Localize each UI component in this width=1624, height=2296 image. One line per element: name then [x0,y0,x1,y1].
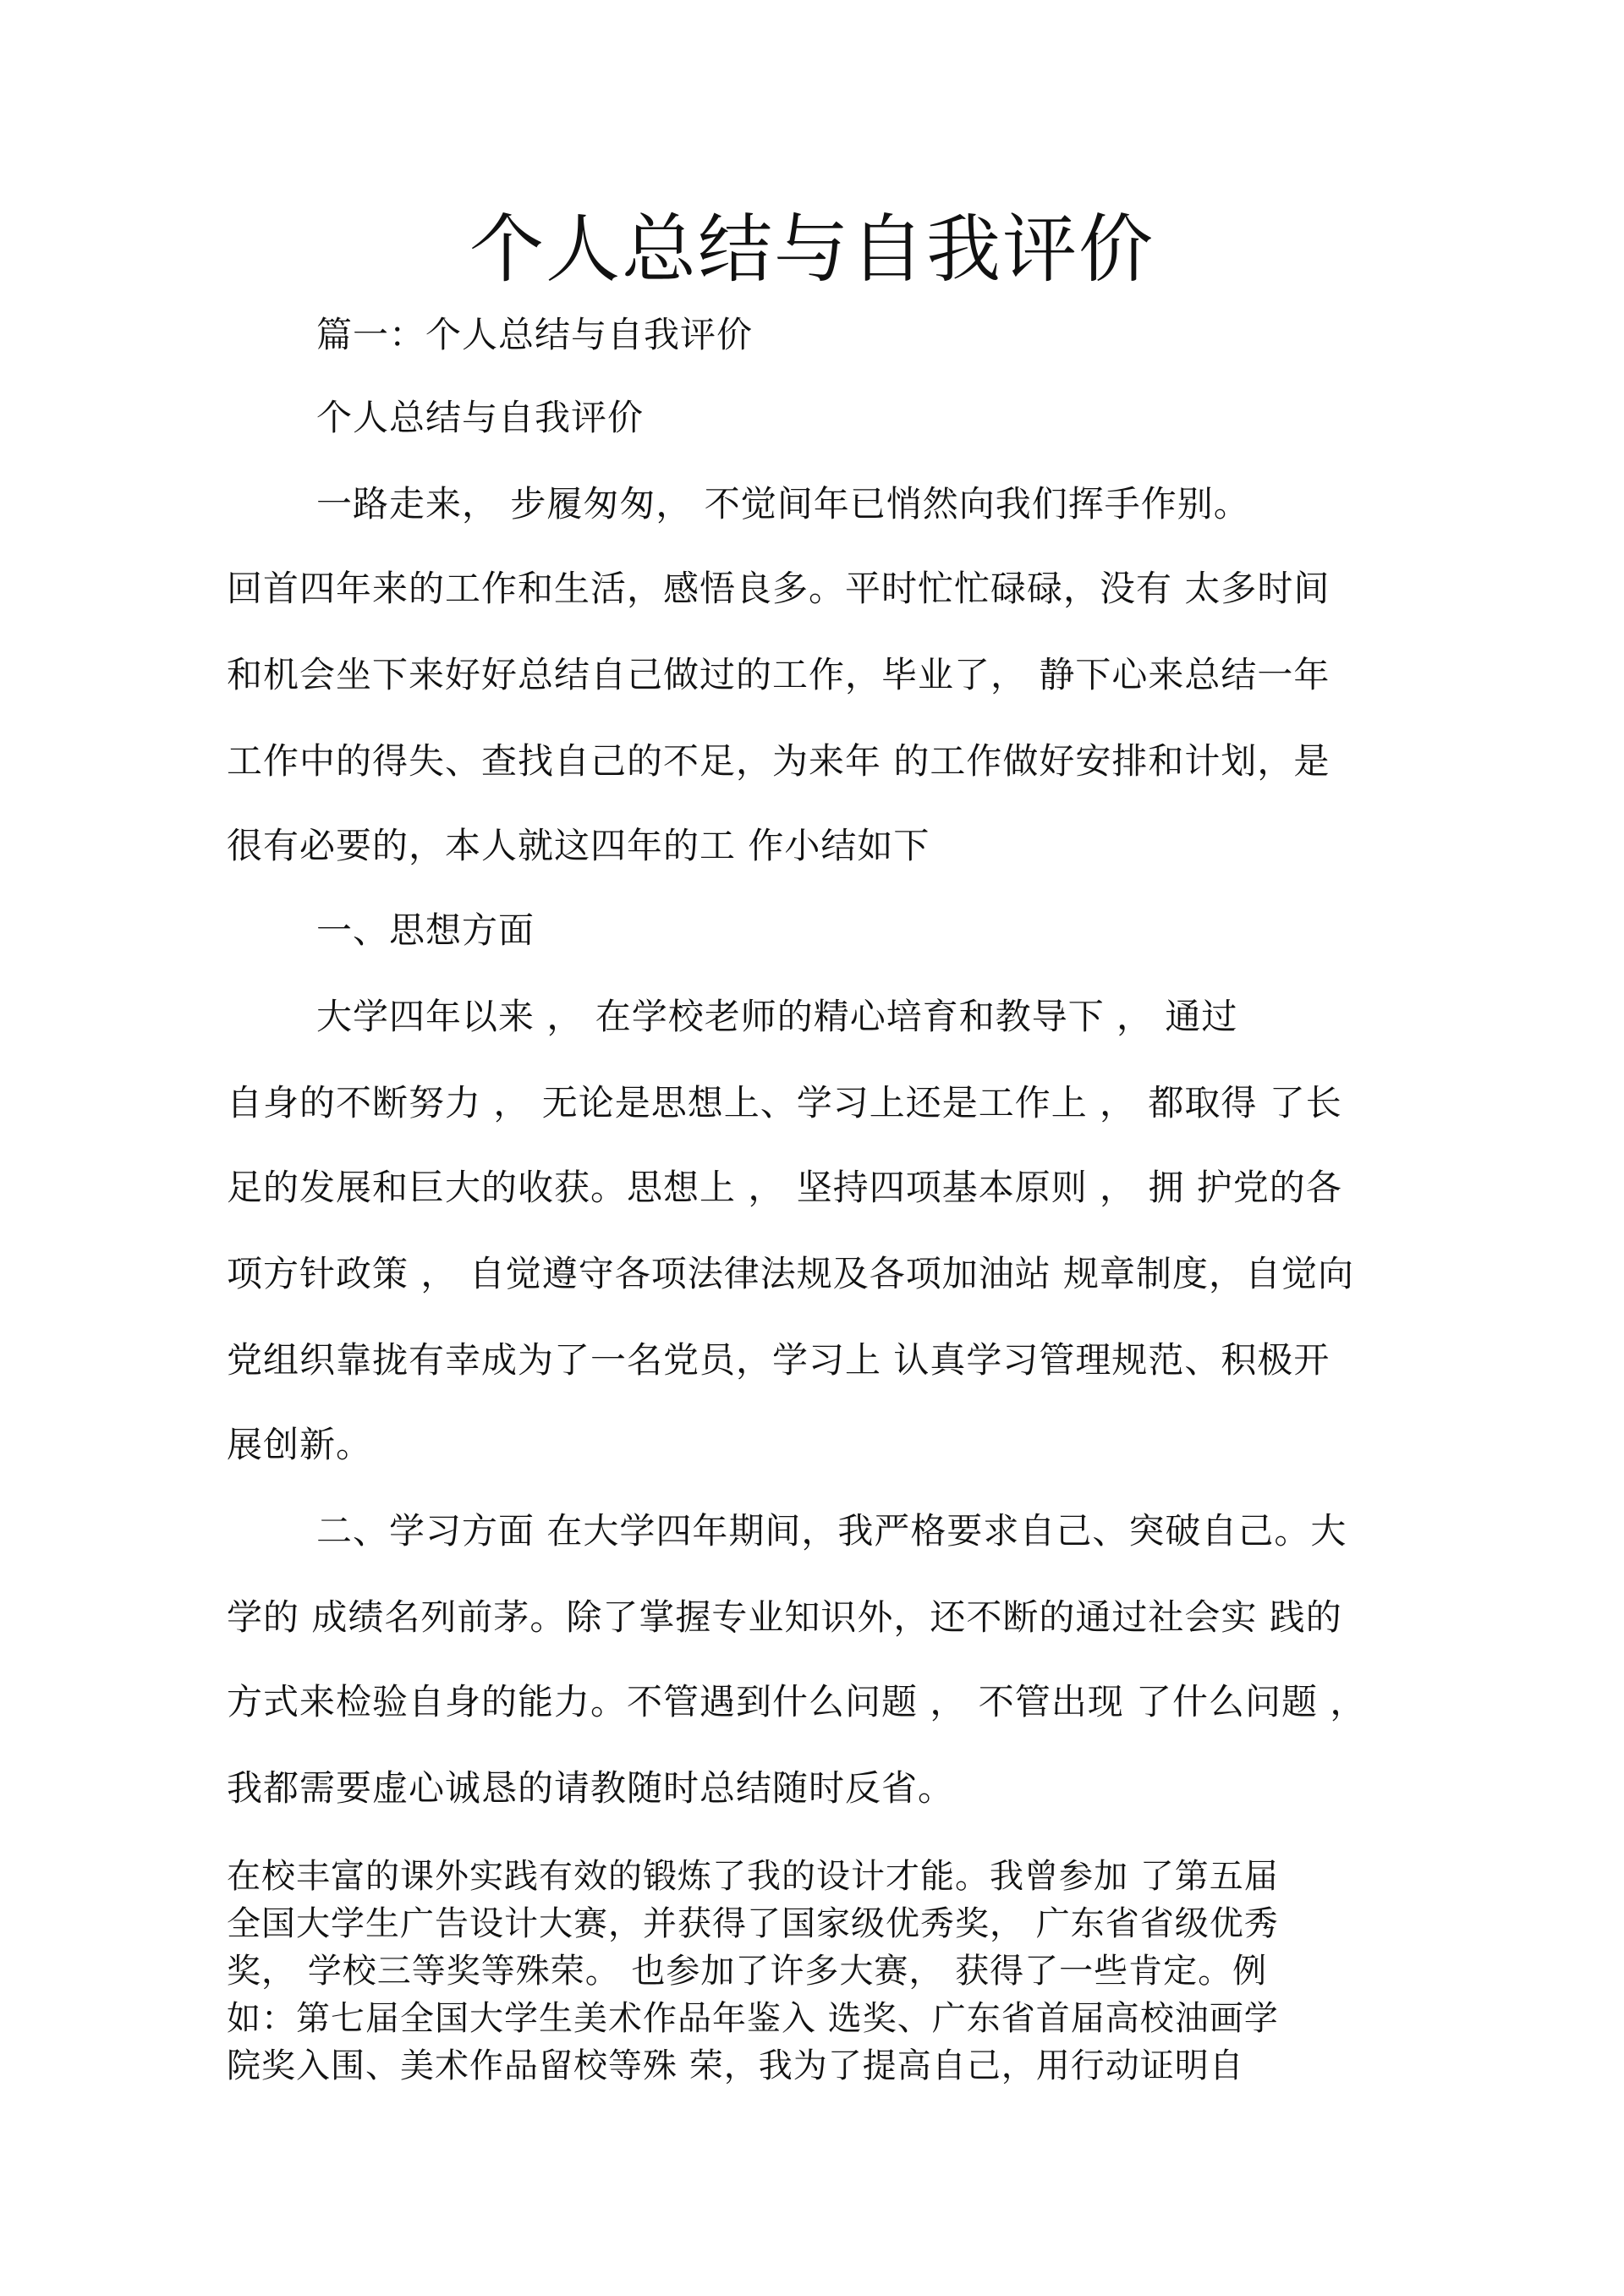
paragraph-line: 如：第七届全国大学生美术作品年鉴入 选奖、广东省首届高校油画学 [227,1999,1279,2038]
paragraph-line: 一路走来， 步履匆匆， 不觉间年已悄然向我们挥手作别。 [316,483,1250,525]
paragraph-line: 回首四年来的工作和生活，感悟良多。平时忙忙碌碌，没有 太多时间 [227,568,1330,609]
paragraph-line: 院奖入围、美术作品留校等殊 荣，我为了提高自己，用行动证明自 [227,2046,1244,2085]
paragraph-line: 项方针政策 ， 自觉遵守各项法律法规及各项加油站 规章制度，自觉向 [227,1253,1355,1294]
paragraph-line: 学的 成绩名列前茅。除了掌握专业知识外，还不断的通过社会实 践的 [227,1596,1342,1638]
paragraph-line: 在校丰富的课外实践有效的锻炼了我的设计才能。我曾参加 了第五届 [227,1857,1279,1896]
paragraph-line: 工作中的得失、查找自己的不足，为来年 的工作做好安排和计划，是 [227,740,1330,782]
heading-line: 个人总结与自我评价 [316,397,645,438]
paragraph-line: 全国大学生广告设计大赛，并获得了国家级优秀奖， 广东省省级优秀 [227,1904,1279,1943]
section-heading: 一、思想方面 [316,909,535,951]
subtitle-line: 篇一：个人总结与自我评价 [316,314,754,355]
paragraph-line: 和机会坐下来好好总结自己做过的工作，毕业了， 静下心来总结一年 [227,654,1330,695]
document-title: 个人总结与自我评价 [469,206,1155,293]
paragraph-line: 足的发展和巨大的收获。思想上 ， 坚持四项基本原则 ， 拥 护党的各 [227,1167,1342,1208]
section-heading-line: 二、学习方面 在大学四年期间，我严格要求自己、突破自己。大 [316,1510,1347,1552]
paragraph-line: 方式来检验自身的能力。不管遇到什么问题 ， 不管出现 了什么问题 ， [227,1681,1367,1722]
paragraph-line: 党组织靠拢有幸成为了一名党员，学习上 认真学习管理规范、积极开 [227,1339,1330,1381]
paragraph-line: 自身的不断努力 ， 无论是思想上、学习上还是工作上 ， 都取得 了长 [227,1082,1342,1123]
paragraph-line: 展创新。 [227,1424,373,1465]
paragraph-line: 很有必要的，本人就这四年的工 作小结如下 [227,825,930,866]
paragraph-line: 奖， 学校三等奖等殊荣。 也参加了许多大赛， 获得了一些肯定。例 [227,1952,1268,1991]
paragraph-line: 大学四年以来 ， 在学校老师的精心培育和教导下 ， 通过 [316,996,1238,1037]
paragraph-line: 我都需要虚心诚恳的请教随时总结随时反省。 [227,1767,955,1809]
